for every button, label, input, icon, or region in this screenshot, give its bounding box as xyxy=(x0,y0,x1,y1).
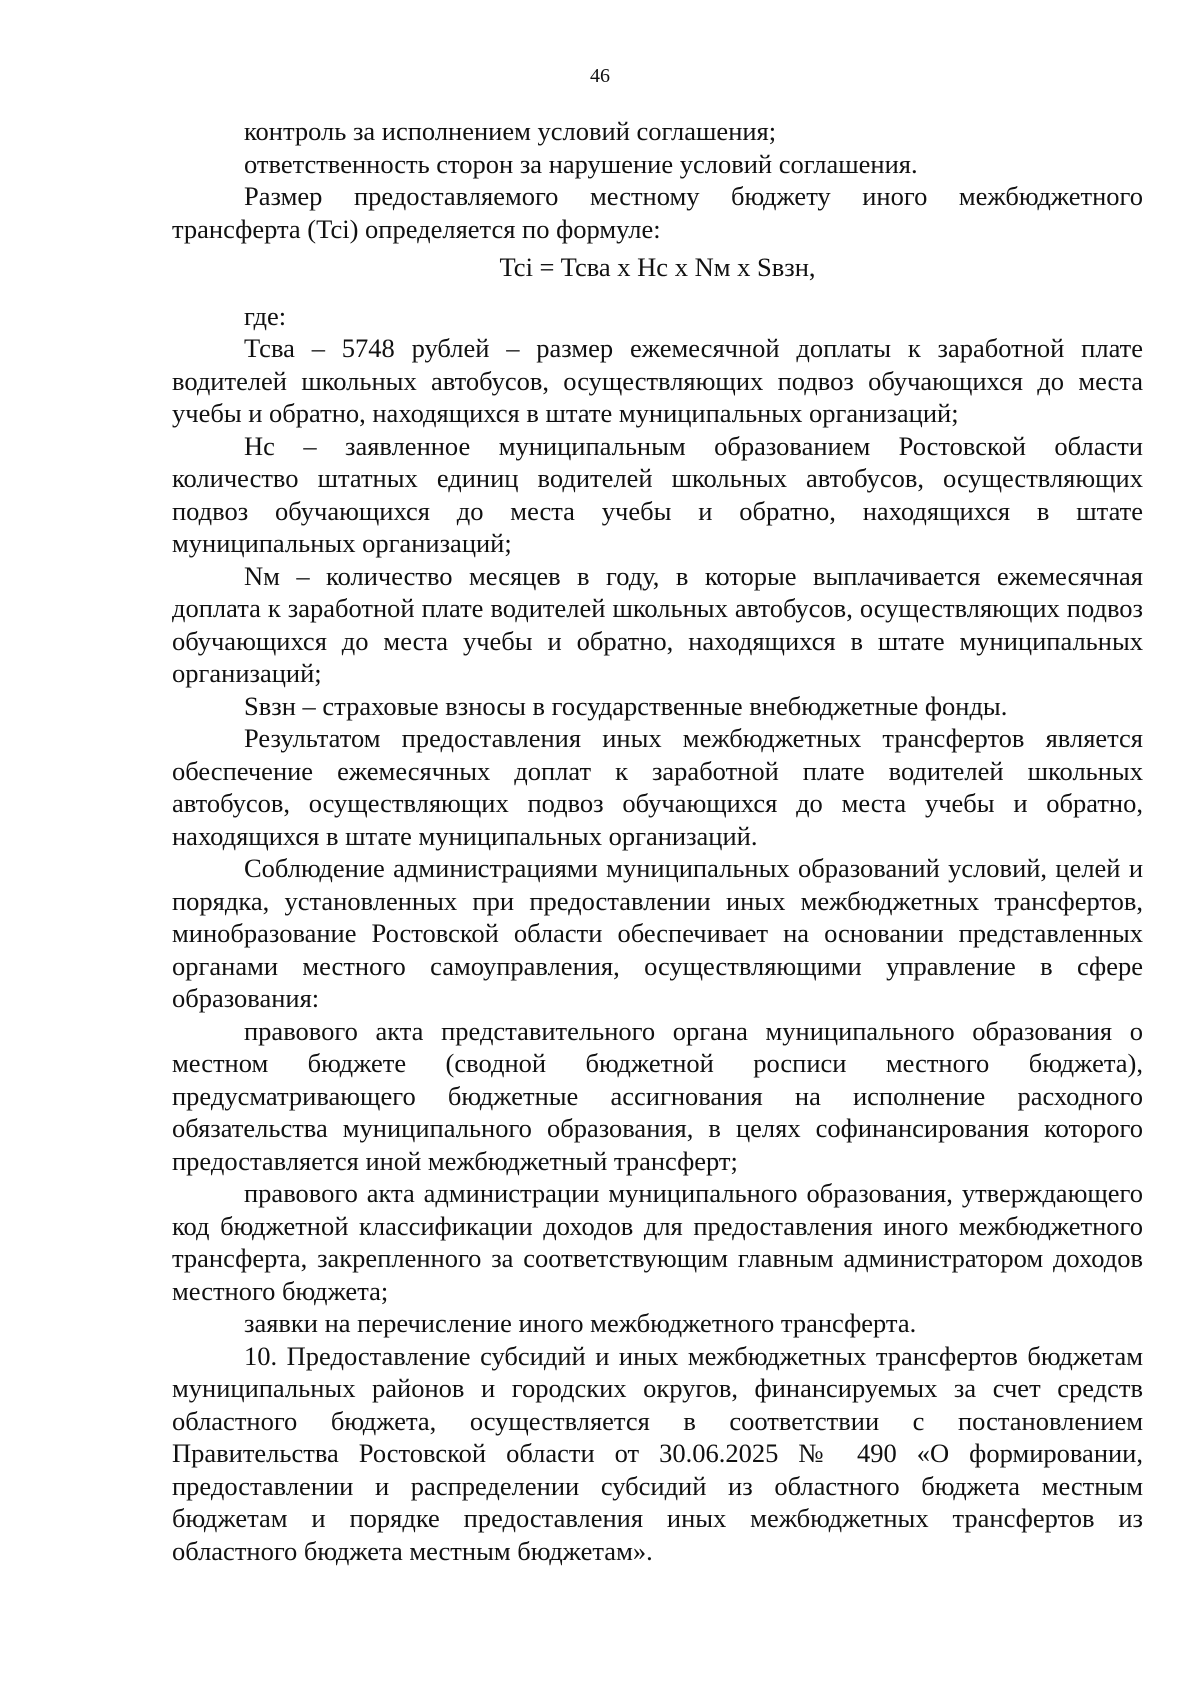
document-item-admin-act: правового акта администрации муниципального образования, утверждающего код бюджетной классификации доходов для предоставления иного межбюджетного трансферта, закрепленного за соответствующим главным администратором доходов местного бюджета; xyxy=(172,1178,1143,1306)
definition-tsva: Тсва – 5748 рублей – размер ежемесячной доплаты к заработной плате водителей школьных автобусов, осуществляющих подвоз обучающихся до места учебы и обратно, находящихся в штате муниципальных организаций; xyxy=(172,333,1143,428)
definition-svzn: Sвзн – страховые взносы в государственные внебюджетные фонды. xyxy=(244,690,1008,721)
page-number: 46 xyxy=(590,65,610,87)
document-item-budget-act: правового акта представительного органа муниципального образования о местном бюджете (сводной бюджетной росписи местного бюджета), предусматривающего бюджетные ассигнования на исполнение расходного обязательства муниципального образования, в целях софинансирования которого предоставляется иной межбюджетный трансферт; xyxy=(172,1015,1143,1176)
definition-nc: Нс – заявленное муниципальным образованием Ростовской области количество штатных единиц водителей школьных автобусов, осуществляющих подвоз обучающихся до места учебы и обратно, находящихся в штате муниципальных организаций; xyxy=(172,430,1143,558)
paragraph-result: Результатом предоставления иных межбюджетных трансфертов является обеспечение ежемесячных доплат к заработной плате водителей школьных автобусов, осуществляющих подвоз обучающихся до места учебы и обратно, находящихся в штате муниципальных организаций. xyxy=(172,723,1143,851)
document-body xyxy=(172,115,1143,1567)
paragraph-agreement-control: контроль за исполнением условий соглашения; xyxy=(244,116,777,146)
section-10: 10. Предоставление субсидий и иных межбюджетных трансфертов бюджетам муниципальных районов и городских округов, финансируемых за счет средств областного бюджета, осуществляется в соответствии с постановлением Правительства Ростовской области от 30.06.2025 № 490 «О формировании, предоставлении и распределении субсидий из областного бюджета местным бюджетам и порядке предоставления иных межбюджетных трансфертов из областного бюджета местным бюджетам». xyxy=(172,1340,1143,1566)
where-label: где: xyxy=(244,300,287,331)
definition-nm: Nм – количество месяцев в году, в которые выплачивается ежемесячная доплата к заработной плате водителей школьных автобусов, осуществляющих подвоз обучающихся до места учебы и обратно, находящихся в штате муниципальных организаций; xyxy=(172,560,1143,688)
formula: Tci = Tcва x Нс x Nм x Sвзн, xyxy=(499,252,816,282)
document-item-transfer-request: заявки на перечисление иного межбюджетного трансферта. xyxy=(244,1308,917,1338)
paragraph-responsibility: ответственность сторон за нарушение условий соглашения. xyxy=(244,148,918,179)
paragraph-transfer-size: Размер предоставляемого местному бюджету иного межбюджетного трансферта (Tci) определяется по формуле: xyxy=(172,181,1143,244)
paragraph-compliance: Соблюдение администрациями муниципальных образований условий, целей и порядка, установленных при предоставлении иных межбюджетных трансфертов, минобразование Ростовской области обеспечивает на основании представленных органами местного самоуправления, осуществляющими управление в сфере образования: xyxy=(172,853,1143,1013)
